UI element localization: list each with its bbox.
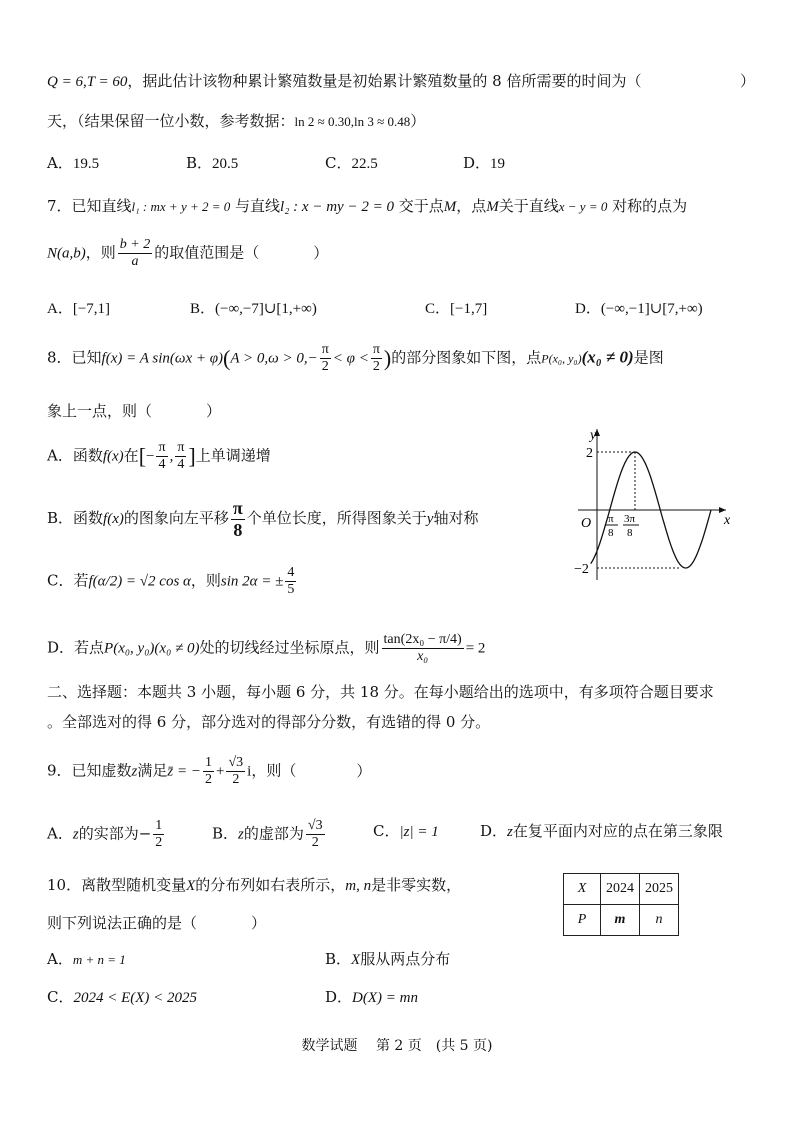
option-value: (−∞,−1]∪[7,+∞) bbox=[600, 301, 703, 317]
q7-option-a bbox=[47, 300, 110, 318]
table-cell: X bbox=[564, 874, 601, 905]
equals-2: = 2 bbox=[465, 640, 486, 657]
text: 的图象向左平移 bbox=[123, 509, 229, 528]
option-label: C．若 bbox=[47, 571, 89, 590]
tick-8: 8 bbox=[627, 527, 633, 539]
numerator: π bbox=[175, 440, 186, 457]
x-var: X bbox=[351, 952, 361, 968]
option-label: D． bbox=[575, 301, 601, 317]
denominator: 8 bbox=[233, 519, 243, 540]
option-value: m + n = 1 bbox=[72, 952, 126, 967]
text: 上单调递增 bbox=[195, 446, 271, 465]
option-label: A． bbox=[47, 154, 73, 172]
q10-option-c bbox=[47, 988, 197, 1007]
numerator: √3 bbox=[226, 755, 245, 772]
option-label: C． bbox=[47, 988, 74, 1006]
option-label: A．函数 bbox=[47, 446, 103, 465]
table-row bbox=[564, 874, 679, 905]
table-row bbox=[564, 905, 679, 936]
fraction-pi-2 bbox=[320, 342, 331, 375]
text: 轴对称 bbox=[433, 509, 479, 528]
text: 在复平面内对应的点在第三象限 bbox=[512, 822, 723, 840]
q7-stem-line2 bbox=[47, 237, 328, 270]
condition-expression: f(α/2) = √2 cos α bbox=[88, 573, 191, 590]
section2-line2: 。全部选对的得 6 分，部分选对的得部分分数，有选错的得 0 分。 bbox=[47, 713, 491, 731]
y-axis-symbol: y bbox=[426, 511, 434, 528]
function-f: f(x) bbox=[102, 448, 124, 465]
option-label: B．函数 bbox=[47, 509, 104, 528]
option-value: 22.5 bbox=[351, 156, 378, 172]
q6-option-c bbox=[325, 154, 378, 173]
denominator: 2 bbox=[311, 835, 319, 851]
option-label: B． bbox=[186, 154, 213, 172]
option-label: B． bbox=[325, 950, 352, 968]
q6-params: Q = 6,T = 60 bbox=[47, 74, 128, 90]
option-label: C． bbox=[425, 301, 451, 317]
option-label: A． bbox=[47, 824, 73, 843]
q9-number: 9．已知虚数 bbox=[47, 761, 132, 780]
q8-number: 8．已知 bbox=[47, 348, 102, 367]
q6-option-b bbox=[186, 154, 238, 173]
point-m: M bbox=[486, 199, 499, 215]
q10-stem-line2 bbox=[47, 914, 266, 932]
table-cell: n bbox=[640, 905, 679, 936]
numerator: π bbox=[232, 498, 243, 518]
q10-stem-line1 bbox=[47, 876, 461, 895]
fraction-pi-2 bbox=[371, 342, 382, 375]
text: 是非零实数， bbox=[371, 876, 462, 894]
text: ，则（ bbox=[251, 761, 297, 780]
option-value: |z| = 1 bbox=[399, 824, 439, 840]
tick-8: 8 bbox=[608, 527, 614, 539]
origin-label: O bbox=[581, 516, 592, 531]
option-label: B． bbox=[212, 824, 239, 843]
table-cell: 2024 bbox=[601, 874, 640, 905]
q6-line2-text: 天，（结果保留一位小数，参考数据： bbox=[47, 112, 295, 130]
q8-option-b bbox=[47, 498, 478, 540]
q8-option-a bbox=[47, 440, 271, 473]
q6-text: ，据此估计该物种累计繁殖数量是初始累计繁殖数量的 8 倍所需要的时间为（ bbox=[127, 72, 642, 90]
q9-stem bbox=[47, 755, 371, 788]
y-label: y bbox=[590, 428, 597, 443]
q10-number: 10．离散型随机变量 bbox=[47, 876, 187, 894]
numerator: 1 bbox=[153, 818, 164, 835]
numerator: π bbox=[320, 342, 331, 359]
q9-option-a bbox=[47, 818, 166, 851]
z: z bbox=[131, 763, 138, 780]
text: 处的切线经过坐标原点，则 bbox=[199, 638, 380, 657]
option-label: A． bbox=[47, 950, 73, 968]
denominator: x₀ bbox=[417, 649, 429, 665]
text: 关于直线 bbox=[498, 197, 559, 215]
q10-option-a bbox=[47, 950, 126, 968]
q8-sine-graph bbox=[568, 425, 738, 585]
table-cell: m bbox=[601, 905, 640, 936]
option-label: D． bbox=[325, 988, 353, 1006]
x-label: x bbox=[724, 513, 731, 528]
fraction-tan bbox=[382, 632, 464, 665]
x0-condition: (x₀ ≠ 0) bbox=[581, 347, 634, 367]
imag-unit: i bbox=[247, 763, 252, 780]
text: 服从两点分布 bbox=[360, 950, 451, 968]
fraction-4-5 bbox=[285, 565, 296, 598]
function-f: f(x) bbox=[103, 511, 124, 528]
max-label: 2 bbox=[586, 446, 593, 461]
numerator: 4 bbox=[285, 565, 296, 582]
paren-open: ( bbox=[223, 345, 231, 371]
line-l1: l₁ : mx + y + 2 = 0 bbox=[131, 199, 231, 214]
fraction-1-2 bbox=[203, 755, 214, 788]
option-label: A． bbox=[47, 301, 73, 317]
q8-option-d bbox=[47, 632, 485, 665]
distribution-table bbox=[563, 873, 679, 936]
denominator: 5 bbox=[287, 582, 295, 598]
paren-close: ） bbox=[313, 243, 329, 262]
tick-pi-8: π bbox=[608, 513, 614, 525]
option-label: D．若点 bbox=[47, 638, 105, 657]
option-value: D(X) = mn bbox=[352, 990, 418, 1006]
denominator: 2 bbox=[372, 359, 380, 375]
q10-option-d bbox=[325, 988, 418, 1007]
condition: A > 0,ω > 0,− bbox=[230, 350, 318, 367]
fraction bbox=[175, 440, 186, 473]
table-cell: 2025 bbox=[640, 874, 679, 905]
bracket-open: [ bbox=[138, 443, 147, 469]
option-label: D． bbox=[463, 154, 491, 172]
point-m: M bbox=[443, 199, 457, 215]
z: z bbox=[238, 826, 244, 843]
denominator: 4 bbox=[177, 457, 185, 473]
q6-line2-end: ） bbox=[410, 112, 426, 130]
plus: + bbox=[216, 763, 225, 780]
text: 则下列说法正确的是（ bbox=[47, 914, 198, 932]
text: 个单位长度，所得图象关于 bbox=[246, 509, 427, 528]
q7-number: 7．已知直线 bbox=[47, 197, 132, 215]
q7-option-d bbox=[575, 300, 703, 318]
section2-line1: 二、选择题：本题共 3 小题，每小题 6 分，共 18 分。在每小题给出的选项中，有多项符合题目要求 bbox=[47, 683, 714, 701]
paren-close: ） bbox=[206, 402, 222, 420]
fraction-sqrt3-2 bbox=[306, 818, 325, 851]
zbar: z̄ = − bbox=[167, 763, 201, 780]
q10-option-b bbox=[325, 950, 450, 969]
q8-stem-line2 bbox=[47, 402, 221, 420]
condition: < φ < bbox=[332, 350, 369, 367]
option-value: [−1,7] bbox=[450, 301, 488, 317]
numerator: √3 bbox=[306, 818, 325, 835]
z: z bbox=[72, 826, 79, 843]
table-cell: P bbox=[564, 905, 601, 936]
option-label: B． bbox=[190, 301, 216, 317]
q7-stem-line1 bbox=[47, 197, 687, 216]
denominator: 2 bbox=[321, 359, 329, 375]
line-x-minus-y: x − y = 0 bbox=[558, 199, 608, 214]
denominator: 2 bbox=[205, 772, 212, 788]
z: z bbox=[507, 824, 513, 840]
fraction-sqrt3-2 bbox=[226, 755, 245, 788]
q6-paren-close: ） bbox=[740, 72, 756, 90]
numerator: π bbox=[371, 342, 382, 359]
numerator: 1 bbox=[203, 755, 214, 772]
q6-option-a bbox=[47, 154, 99, 173]
option-value: 2024 < E(X) < 2025 bbox=[73, 990, 198, 1006]
option-value: 19 bbox=[490, 156, 506, 172]
fraction-1-2 bbox=[153, 818, 164, 851]
text: ，则 bbox=[85, 243, 116, 262]
q9-option-c bbox=[373, 822, 439, 841]
q9-option-d bbox=[480, 822, 723, 841]
function-expression: f(x) = A sin(ωx + φ) bbox=[101, 350, 224, 367]
option-label: D． bbox=[480, 822, 508, 840]
text: 在 bbox=[123, 446, 139, 465]
comma: , bbox=[169, 448, 174, 465]
line-l2: l₂ : x − my − 2 = 0 bbox=[280, 199, 394, 215]
text: 满足 bbox=[137, 761, 168, 780]
option-value: 19.5 bbox=[72, 156, 100, 172]
numerator: b + 2 bbox=[118, 237, 152, 254]
x-var: X bbox=[186, 878, 196, 894]
text: 对称的点为 bbox=[607, 197, 688, 215]
tick-3pi-8: 3π bbox=[624, 513, 636, 525]
fraction bbox=[118, 237, 152, 270]
fraction bbox=[156, 440, 167, 473]
q6-option-d bbox=[463, 154, 505, 173]
point-p: P(x₀, y₀)(x₀ ≠ 0) bbox=[104, 640, 200, 657]
m-n: m, n bbox=[345, 878, 372, 894]
option-value: [−7,1] bbox=[72, 301, 111, 317]
denominator: 4 bbox=[158, 457, 166, 473]
denominator: a bbox=[131, 254, 139, 270]
q9-option-b bbox=[212, 818, 327, 851]
minus: − bbox=[146, 448, 155, 465]
q8-option-c bbox=[47, 565, 298, 598]
option-label: C． bbox=[373, 822, 400, 840]
text: 的虚部为 bbox=[243, 824, 304, 843]
result: sin 2α = ± bbox=[220, 573, 284, 590]
fraction-pi-8 bbox=[231, 498, 245, 540]
point-n: N(a,b) bbox=[47, 245, 86, 262]
q6-reference-data: ln 2 ≈ 0.30,ln 3 ≈ 0.48 bbox=[294, 114, 411, 129]
q7-option-c bbox=[425, 300, 487, 318]
denominator: 2 bbox=[155, 835, 163, 851]
text: 的实部为− bbox=[78, 824, 152, 843]
text: ，点 bbox=[456, 197, 487, 215]
option-value: (−∞,−7]∪[1,+∞) bbox=[215, 301, 317, 317]
text: 的分布列如右表所示， bbox=[195, 876, 346, 894]
q8-stem-line1 bbox=[47, 342, 664, 375]
point-p: P(x₀, y₀) bbox=[541, 351, 582, 366]
text: 是图 bbox=[633, 348, 664, 367]
q7-option-b bbox=[190, 300, 317, 318]
option-label: C． bbox=[325, 154, 352, 172]
q6-line2 bbox=[47, 112, 425, 130]
text: 象上一点，则（ bbox=[47, 402, 153, 420]
text: ，则 bbox=[190, 571, 221, 590]
bracket-close: ] bbox=[188, 443, 196, 469]
option-value: 20.5 bbox=[212, 156, 239, 172]
paren-close: ） bbox=[251, 914, 267, 932]
numerator: π bbox=[156, 440, 167, 457]
paren-close: ） bbox=[356, 761, 372, 780]
paren-close: ) bbox=[383, 345, 392, 371]
text: 的部分图象如下图，点 bbox=[391, 348, 542, 367]
denominator: 2 bbox=[232, 772, 240, 788]
numerator: tan(2x₀ − π/4) bbox=[382, 632, 464, 649]
text: 交于点 bbox=[393, 197, 444, 215]
page-footer: 数学试题 第 2 页 (共 5 页) bbox=[301, 1038, 493, 1054]
text: 的取值范围是（ bbox=[154, 243, 260, 262]
min-label: −2 bbox=[574, 562, 589, 577]
q6-line1 bbox=[47, 72, 642, 91]
text: 与直线 bbox=[230, 197, 281, 215]
